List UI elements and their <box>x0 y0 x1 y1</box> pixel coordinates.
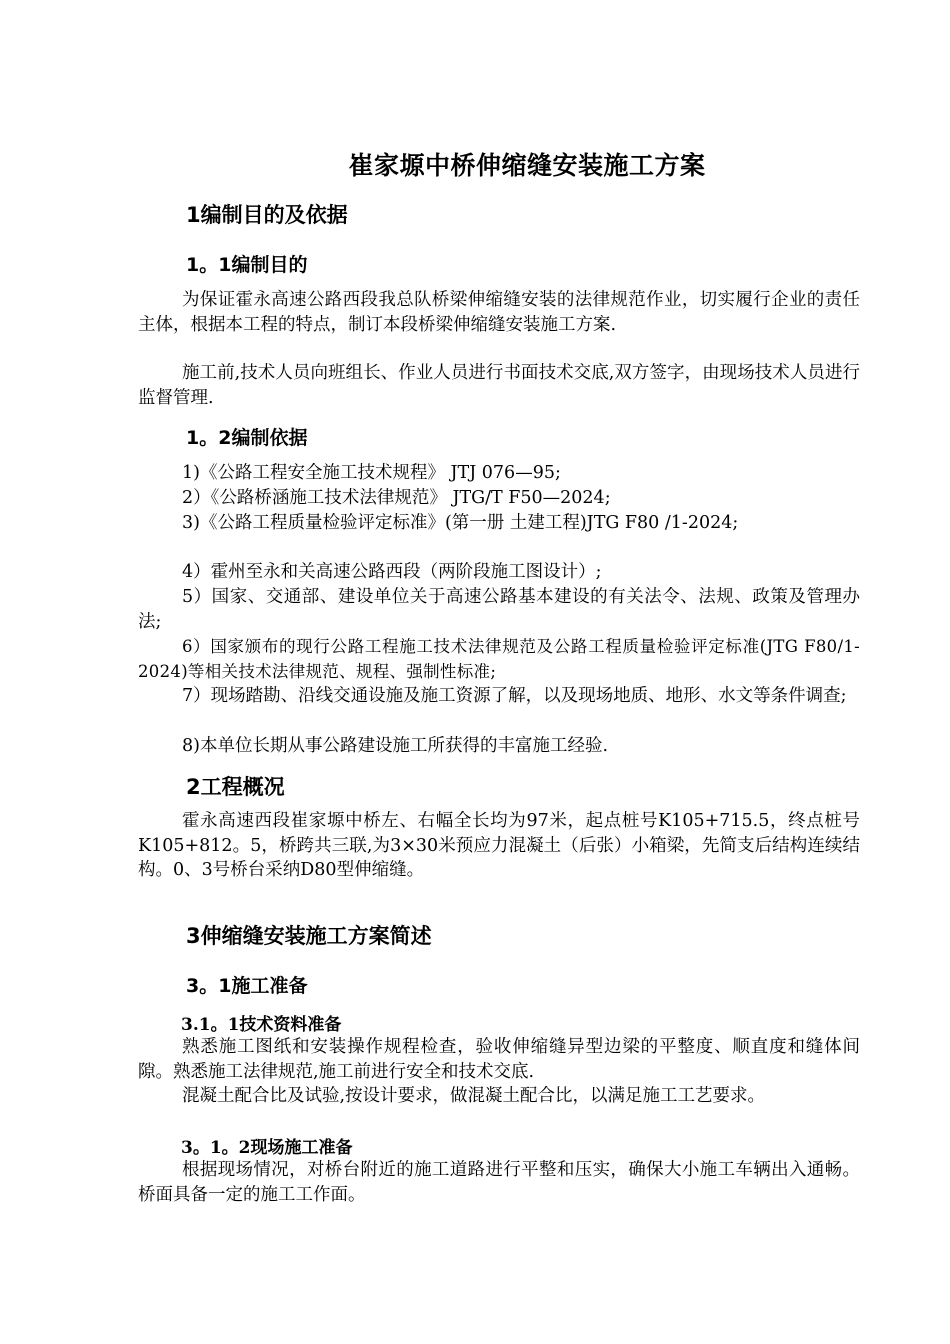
section-3-1-1-paragraph-1: 熟悉施工图纸和安装操作规程检查，验收伸缩缝异型边梁的平整度、顺直度和缝体间隙。熟悉施工法律规范,施工前进行安全和技术交底. <box>138 1037 860 1082</box>
basis-item-6: 6）国家颁布的现行公路工程施工技术法律规范及公路工程质量检验评定标准(JTG F80/1-2024)等相关技术法律规范、规程、强制性标准; <box>138 637 860 681</box>
section-1-2-heading: 1。2编制依据 <box>186 427 308 449</box>
basis-item-5: 5）国家、交通部、建设单位关于高速公路基本建设的有关法令、法规、政策及管理办法; <box>138 587 860 632</box>
section-3-1-1-heading: 3.1。1技术资料准备 <box>181 1015 342 1035</box>
section-1-1-paragraph-2: 施工前,技术人员向班组长、作业人员进行书面技术交底,双方签字，由现场技术人员进行监督管理. <box>138 363 860 408</box>
basis-item-2: 2）《公路桥涵施工技术法律规范》 JTG/T F50—2024; <box>182 488 611 508</box>
section-3-1-2-heading: 3。1。2现场施工准备 <box>181 1138 353 1158</box>
basis-item-4: 4）霍州至永和关高速公路西段（两阶段施工图设计）; <box>182 562 602 582</box>
section-3-1-1-paragraph-2: 混凝土配合比及试验,按设计要求，做混凝土配合比，以满足施工工艺要求。 <box>182 1086 766 1106</box>
section-1-1-paragraph-1: 为保证霍永高速公路西段我总队桥梁伸缩缝安装的法律规范作业，切实履行企业的责任主体，根据本工程的特点，制订本段桥梁伸缩缝安装施工方案. <box>138 290 860 335</box>
section-1-heading: 1编制目的及依据 <box>186 203 348 227</box>
document-title: 崔家塬中桥伸缩缝安装施工方案 <box>348 151 706 180</box>
section-3-1-2-paragraph: 根据现场情况，对桥台附近的施工道路进行平整和压实，确保大小施工车辆出入通畅。桥面具备一定的施工工作面。 <box>138 1160 860 1205</box>
section-3-1-heading: 3。1施工准备 <box>186 975 308 997</box>
basis-item-3: 3)《公路工程质量检验评定标准》(第一册 土建工程)JTG F80 /1-2024; <box>182 513 739 533</box>
basis-item-7: 7）现场踏勘、沿线交通设施及施工资源了解，以及现场地质、地形、水文等条件调查; <box>182 686 847 706</box>
basis-item-1: 1)《公路工程安全施工技术规程》 JTJ 076—95; <box>182 463 561 483</box>
section-3-heading: 3伸缩缝安装施工方案简述 <box>186 924 432 948</box>
section-2-heading: 2工程概况 <box>186 775 285 799</box>
section-1-1-heading: 1。1编制目的 <box>186 254 308 276</box>
section-2-paragraph: 霍永高速西段崔家塬中桥左、右幅全长均为97米，起点桩号K105+715.5，终点桩号K105+812。5，桥跨共三联,为3×30米预应力混凝土（后张）小箱梁，先简支后结构连续结构。0、3号桥台采纳D80型伸缩缝。 <box>138 811 860 880</box>
basis-item-8: 8)本单位长期从事公路建设施工所获得的丰富施工经验. <box>182 736 609 756</box>
